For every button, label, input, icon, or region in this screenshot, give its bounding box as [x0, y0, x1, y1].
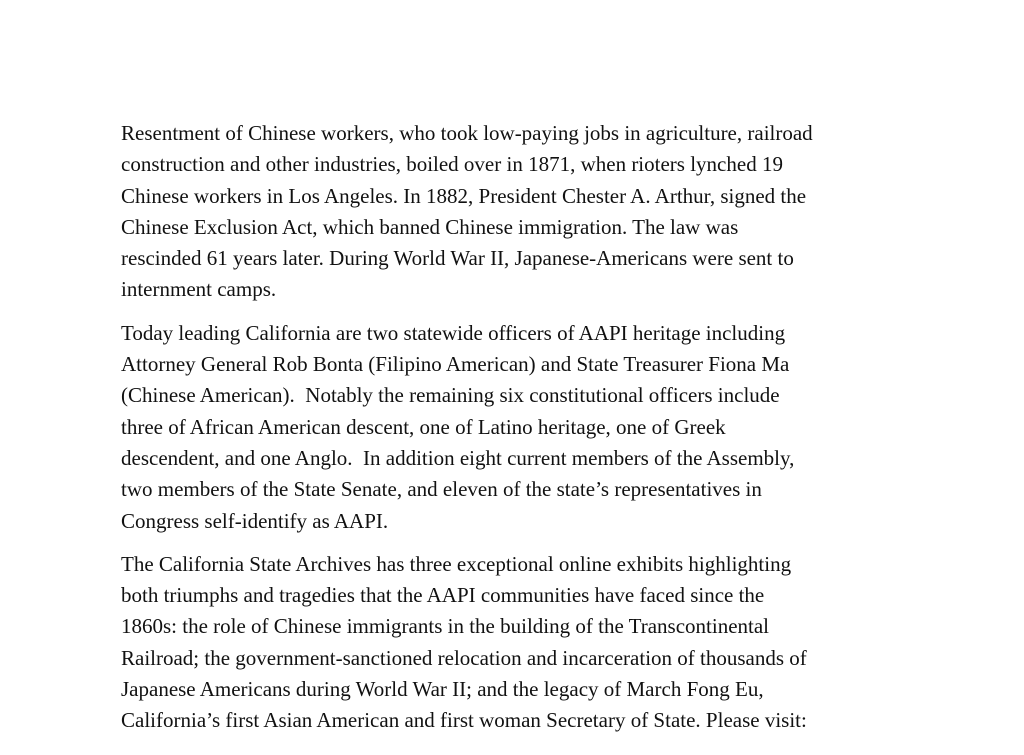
text-line: Japanese Americans during World War II; and the legacy of March Fong Eu,	[121, 677, 764, 702]
text-line: Railroad; the government-sanctioned relocation and incarceration of thousands of	[121, 645, 807, 670]
text-line: (Chinese American). Notably the remaining six constitutional officers include	[121, 383, 780, 408]
text-line: The California State Archives has three exceptional online exhibits highlighting	[121, 551, 792, 576]
text-line: Resentment of Chinese workers, who took low-paying jobs in agriculture, railroad	[121, 121, 813, 145]
text-line: Chinese Exclusion Act, which banned Chinese immigration. The law was	[121, 214, 739, 239]
text-line: Attorney General Rob Bonta (Filipino American) and State Treasurer Fiona Ma	[121, 352, 790, 377]
text-line: three of African American descent, one of Latino heritage, one of Greek	[121, 414, 726, 439]
text-line: descendent, and one Anglo. In addition eight current members of the Assembly,	[121, 445, 795, 470]
text-line: both triumphs and tragedies that the AAPI communities have faced since the	[121, 583, 765, 608]
text-line: Chinese workers in Los Angeles. In 1882, President Chester A. Arthur, signed the	[121, 183, 807, 208]
document-body	[121, 118, 911, 749]
paragraph-chinese-exclusion	[121, 118, 911, 306]
text-line: internment camps.	[121, 277, 277, 302]
paragraph-state-archives	[121, 549, 911, 737]
text-line: construction and other industries, boiled over in 1871, when rioters lynched 19	[121, 152, 783, 177]
text-line: rescinded 61 years later. During World War II, Japanese-Americans were sent to	[121, 246, 794, 271]
text-line: Congress self-identify as AAPI.	[121, 508, 389, 533]
text-line: 1860s: the role of Chinese immigrants in the building of the Transcontinental	[121, 614, 770, 639]
text-line: two members of the State Senate, and eleven of the state’s representatives in	[121, 477, 762, 502]
paragraph-aapi-officers	[121, 318, 911, 537]
text-line: Today leading California are two statewide officers of AAPI heritage including	[121, 320, 786, 345]
text-line: California’s first Asian American and first woman Secretary of State. Please visit:	[121, 708, 807, 733]
